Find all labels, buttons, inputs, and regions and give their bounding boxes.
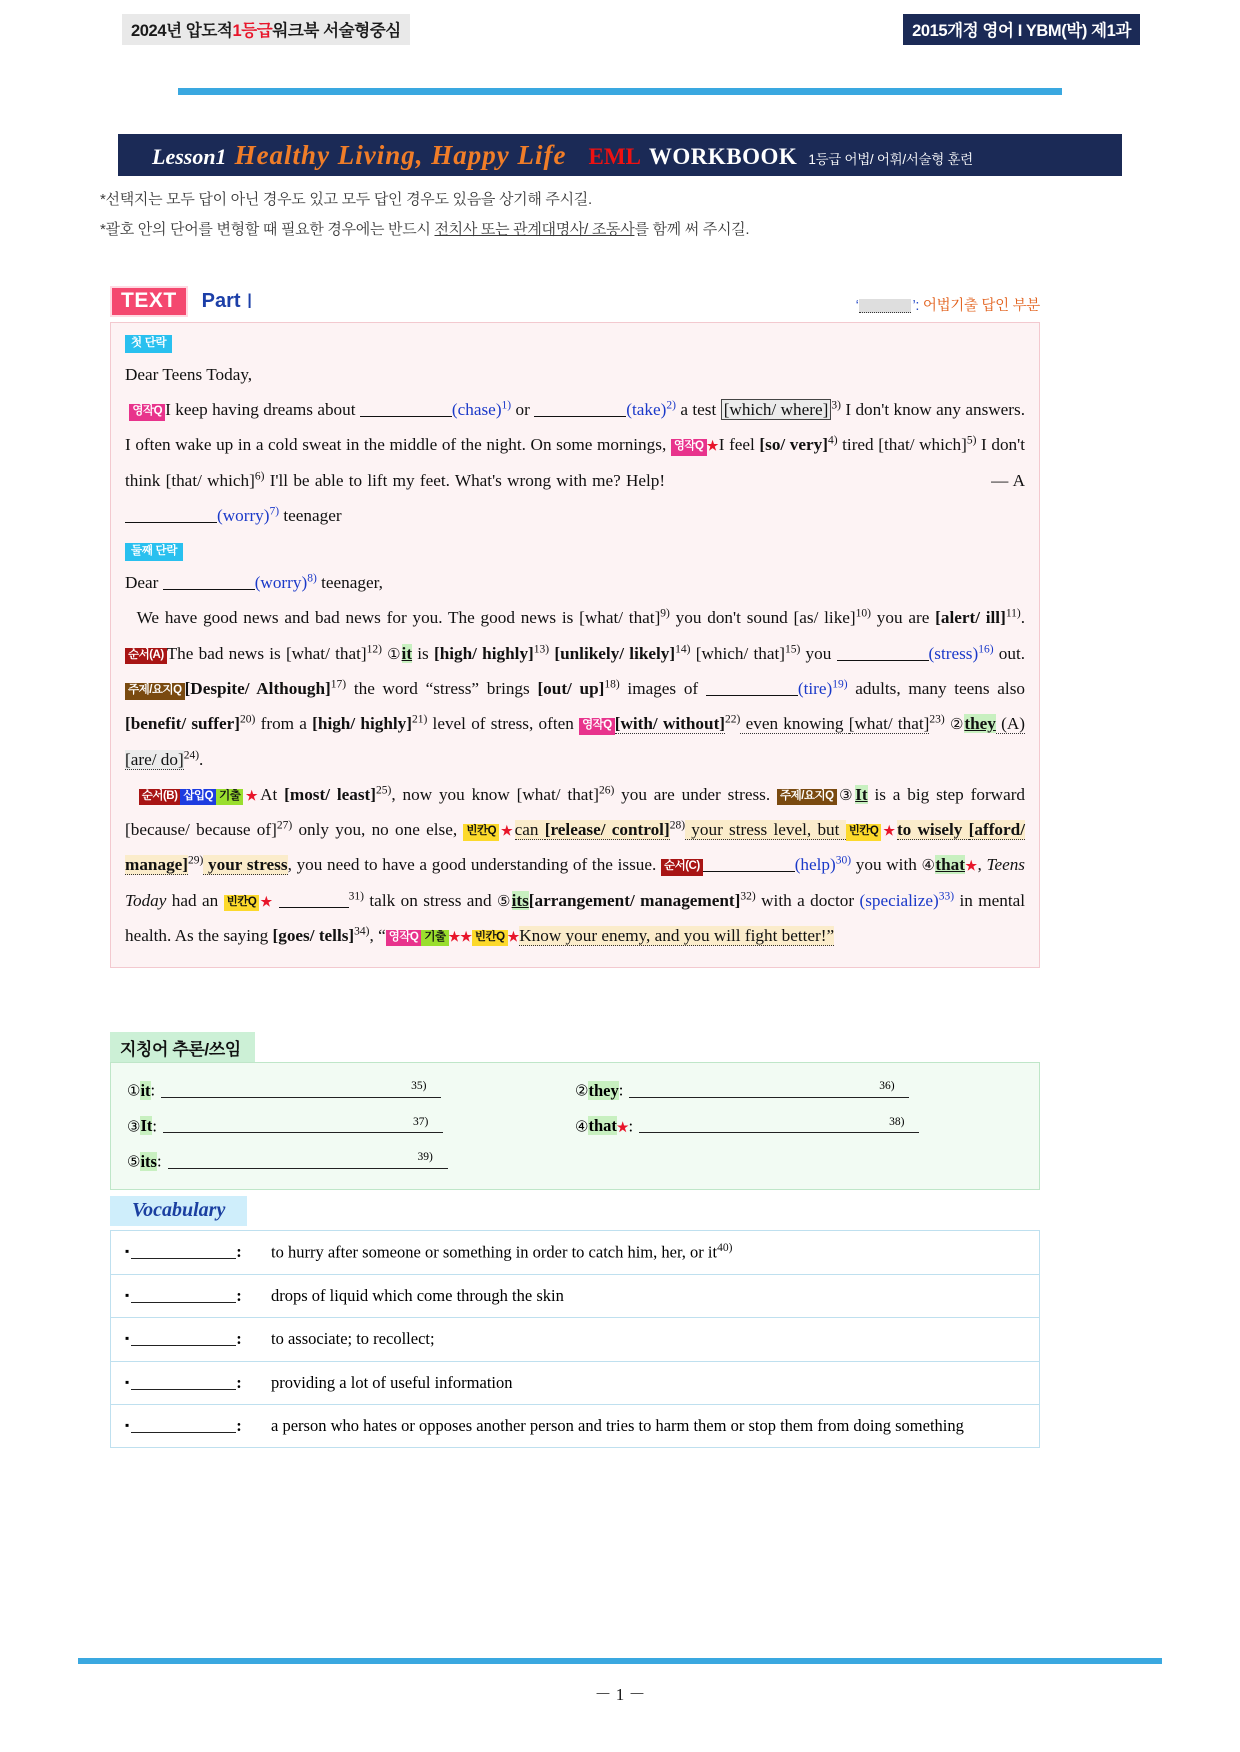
cue-take: (take): [626, 400, 667, 420]
pronoun-item-4[interactable]: [575, 1111, 1023, 1147]
sup-33: 33): [938, 889, 955, 902]
option-so-very: [so/ very]: [759, 435, 828, 455]
vocab-1-answer-line[interactable]: [131, 1245, 236, 1260]
option-which-where: [which/ where]: [721, 399, 832, 420]
vocabulary-term-1[interactable]: [111, 1234, 271, 1270]
pronoun-marker-4-word: that: [935, 855, 965, 875]
pronoun-3-answer-line[interactable]: [163, 1115, 443, 1133]
pronoun-item-5[interactable]: [127, 1146, 575, 1182]
p2-t8: you: [800, 643, 837, 663]
pronoun-marker-3-num: ③: [836, 786, 856, 804]
p2-o12: [with/ without]: [614, 714, 726, 734]
cue-help: (help): [794, 855, 836, 875]
vocab-4-colon: :: [236, 1372, 242, 1392]
cue-stress: (stress): [928, 643, 979, 663]
sup-24: 24): [183, 748, 200, 761]
pronoun-answer-box: [110, 1062, 1040, 1190]
p1-s2: I don't know any answers. I often wake up in a cold sweat in the middle of the night. On some mornings,: [125, 400, 1026, 455]
bullet-icon: ▪: [125, 1331, 130, 1346]
pronoun-marker-5-word: its: [511, 890, 529, 910]
page-number: － 1 －: [594, 1685, 646, 1704]
sup-5: 5): [966, 434, 977, 447]
vocabulary-term-4[interactable]: [111, 1365, 271, 1401]
pronoun-4-word: that: [588, 1116, 617, 1135]
sup-23: 23): [929, 713, 945, 726]
bullet-icon: ▪: [125, 1288, 130, 1303]
sup-34: 34): [354, 925, 370, 938]
p1-s1-a: I keep having dreams about: [165, 400, 360, 420]
chip-blank-q-1: 빈칸Q: [463, 824, 499, 841]
pronoun-4-note: 38): [889, 1115, 905, 1128]
sup-6: 6): [254, 470, 265, 482]
lesson-banner: [118, 134, 1122, 176]
p2-salutation-b: teenager,: [316, 573, 383, 593]
star-marker-5: ★: [965, 858, 978, 874]
bullet-icon: ▪: [125, 1244, 130, 1259]
sup-26: 26): [598, 784, 615, 797]
vocabulary-definition-1: [271, 1231, 1039, 1274]
chip-blank-q-2: 빈칸Q: [846, 824, 882, 841]
p2-t24: can: [514, 820, 545, 840]
p2-o16: [what/ that]: [516, 784, 599, 804]
pronoun-3-colon: :: [152, 1116, 157, 1135]
blank-31: [279, 891, 349, 907]
chip-order-b: 순서(B): [139, 789, 181, 806]
p2-o6: [unlikely/ likely]: [554, 643, 676, 663]
chip-writing-q: 영작Q: [129, 404, 165, 421]
pronoun-4-answer-line[interactable]: [639, 1115, 919, 1133]
p1-s1-c: a test: [675, 400, 721, 420]
chip-order-a: 순서(A): [125, 648, 167, 665]
p2-t32: had an: [166, 890, 224, 910]
pronoun-1-num: ①: [127, 1082, 141, 1100]
p1-s3-d: I'll be able to lift my feet. What's wrong with me? Help!: [264, 470, 666, 490]
p2-t20: , now you know: [391, 784, 517, 804]
p2-t10: the word “stress” brings: [346, 679, 538, 698]
chip-writing-q-3: 영작Q: [579, 718, 615, 735]
p1-signoff: — A: [991, 470, 1025, 490]
paragraph-2-body: [125, 600, 1025, 776]
p2-quote: Know your enemy, and you will fight better!”: [519, 925, 835, 945]
pronoun-row-1: [127, 1075, 1023, 1111]
p2-o14: [are/ do]: [125, 749, 184, 769]
p2-o4: [what/ that]: [285, 643, 367, 663]
vocab-4-answer-line[interactable]: [131, 1375, 236, 1390]
p2-o11: [high/ highly]: [312, 714, 412, 734]
sup-14: 14): [675, 643, 691, 655]
bullet-icon: ▪: [125, 1374, 130, 1389]
p2-o7: [which/ that]: [695, 643, 785, 663]
p2-o9: [out/ up]: [537, 679, 605, 698]
pronoun-item-2[interactable]: [575, 1075, 1023, 1111]
vocab-5-colon: :: [236, 1416, 242, 1436]
cue-specialize: (specialize): [859, 890, 939, 910]
vocabulary-definition-3: to associate; to recollect;: [271, 1329, 435, 1349]
note-line-1: *선택지는 모두 답이 아닌 경우도 있고 모두 답인 경우도 있음을 상기해 주시길.: [100, 191, 592, 208]
salutation-line-1: Dear Teens Today,: [125, 364, 253, 384]
blank-take: [534, 401, 626, 417]
vocabulary-definition-2: drops of liquid which come through the skin: [271, 1285, 564, 1305]
chip-theme-q-1: 주제/요지Q: [125, 683, 185, 700]
p2-o8: [Despite/ Although]: [184, 679, 331, 698]
pronoun-1-note: 35): [411, 1080, 427, 1092]
pronoun-3-note: 37): [412, 1115, 429, 1128]
part-roman-numeral: Ⅰ: [246, 291, 253, 313]
page-header: [100, 0, 1140, 52]
header-divider: [178, 88, 1062, 95]
vocabulary-row: [111, 1231, 1039, 1275]
vocab-3-colon: :: [236, 1329, 242, 1349]
paragraph-3-body: [125, 777, 1025, 953]
p2-t14: level of stress, often: [427, 714, 580, 734]
p2-salutation-a: Dear: [125, 573, 163, 593]
chip-blank-q-4: 빈칸Q: [472, 930, 508, 947]
p2-t12: adults, many teens also: [847, 679, 1025, 698]
chip-order-c: 순서(C): [661, 859, 703, 876]
pronoun-section-heading: 지칭어 추론/쓰임: [110, 1032, 255, 1064]
pronoun-1-answer-line[interactable]: [161, 1083, 441, 1098]
p2-t9: out.: [993, 643, 1026, 663]
sup-4: 4): [827, 434, 838, 447]
vocab-2-colon: :: [236, 1286, 242, 1306]
salutation-line-2: [125, 565, 1025, 600]
sup-9: 9): [660, 607, 670, 620]
pronoun-marker-4-num: ④: [921, 857, 936, 875]
sup-27: 27): [276, 819, 293, 832]
bullet-icon: ▪: [125, 1418, 130, 1433]
pronoun-marker-2-num: ②: [949, 716, 965, 734]
vocabulary-row: [111, 1362, 1039, 1405]
vocabulary-definition-5: a person who hates or opposes another person and tries to harm them or stop them from doing something: [271, 1416, 964, 1436]
vocabulary-term-5[interactable]: [111, 1408, 271, 1444]
vocabulary-row: [111, 1275, 1039, 1318]
p2-t26: to wisely: [896, 820, 969, 840]
eml-logo: EML: [588, 144, 641, 169]
sup-18: 18): [604, 678, 620, 691]
text-badge: TEXT: [110, 286, 188, 317]
sup-28: 28): [669, 819, 686, 832]
sup-31: 31): [348, 889, 364, 902]
cue-tire: (tire): [797, 679, 833, 698]
header-left-prefix: 2024년 압도적: [131, 22, 233, 40]
p2-t13: from a: [255, 714, 313, 734]
p2-t21: you are under stress.: [614, 784, 777, 804]
star-marker-8: ★: [507, 928, 520, 944]
vocab-5-answer-line[interactable]: [131, 1418, 236, 1433]
sup-32: 32): [740, 889, 756, 902]
instruction-notes: [100, 188, 1110, 248]
pronoun-3-word: It: [140, 1116, 153, 1135]
note-line-2: [100, 218, 1110, 239]
star-marker-4: ★: [881, 823, 897, 839]
note-2-underlined: 전치사 또는 관계대명사/ 조동사: [434, 221, 635, 238]
header-right-title: 2015개정 영어 I YBM(박) 제1과: [903, 14, 1140, 45]
p2-t7: is: [412, 643, 434, 663]
p2-t11: images of: [619, 679, 706, 698]
p2-o18: [release/ control]: [544, 820, 670, 840]
sup-16: 16): [978, 643, 994, 655]
p2-t17: (A): [995, 714, 1025, 734]
p1-s3-a: I feel: [718, 435, 760, 455]
star-marker-6: ★: [259, 893, 274, 909]
p2-t3: you are: [871, 608, 936, 628]
p2-t18: .: [199, 749, 204, 769]
pronoun-row-3: [127, 1146, 1023, 1182]
p2-o17: [because/ because of]: [125, 820, 277, 840]
vocab-2-answer-line[interactable]: [131, 1288, 236, 1303]
blank-tire: [706, 680, 798, 696]
pronoun-2-word: they: [588, 1080, 619, 1100]
pronoun-item-3[interactable]: [127, 1111, 575, 1147]
p2-o3: [alert/ ill]: [935, 608, 1006, 628]
legend-quote-open: ‘: [855, 298, 859, 314]
pronoun-marker-2-word: they: [964, 714, 996, 734]
vocabulary-term-3[interactable]: [111, 1321, 271, 1357]
p2-o2: [as/ like]: [793, 608, 856, 628]
sup-30: 30): [835, 854, 852, 867]
p2-o19: [afford/ manage]: [125, 820, 1025, 875]
vocabulary-row: [111, 1318, 1039, 1361]
part-label: Part: [201, 290, 241, 312]
workbook-label: WORKBOOK: [648, 144, 798, 169]
sup-7: 7): [269, 505, 280, 518]
p2-o10: [benefit/ suffer]: [125, 714, 241, 734]
sup-21: 21): [411, 713, 428, 726]
passage-box: [110, 322, 1040, 968]
star-marker-1: ★: [706, 438, 719, 454]
legend-quote-close: ’:: [912, 298, 920, 314]
sup-8: 8): [307, 572, 317, 585]
cue-chase: (chase): [451, 400, 502, 420]
paragraph-tag-first: 첫 단락: [125, 335, 172, 353]
footer-divider: [78, 1658, 1162, 1664]
p2-t2: you don't sound: [669, 608, 794, 628]
note-2-a: *괄호 안의 단어를 변형할 때 필요한 경우에는 반드시: [100, 221, 435, 238]
pronoun-4-star: ★: [616, 1119, 629, 1134]
pronoun-2-answer-line[interactable]: [629, 1083, 909, 1098]
p2-t5: The bad news is: [166, 643, 286, 663]
p2-t29: you with: [851, 855, 922, 875]
legend-text: 어법기출 답인 부분: [922, 298, 1040, 314]
sup-1: 1): [501, 399, 512, 412]
blank-stress: [837, 644, 929, 660]
star-marker-3: ★: [499, 823, 515, 839]
p2-o5: [high/ highly]: [433, 643, 534, 663]
pronoun-4-num: ④: [575, 1118, 589, 1135]
p2-t22: is a big step forward: [867, 784, 1026, 804]
vocab-3-answer-line[interactable]: [131, 1332, 236, 1347]
paragraph-tag-second: 둘째 단락: [125, 543, 183, 561]
p2-o20: [arrangement/ management]: [528, 890, 741, 910]
vocab-1-colon: :: [236, 1242, 242, 1262]
blank-worry-2: [163, 574, 255, 590]
passage-paragraph-1: [125, 357, 1025, 533]
chip-writing-q-2: 영작Q: [671, 439, 707, 456]
legend-blank-swatch: [859, 299, 911, 313]
p1-s3-c: I don't think: [125, 435, 1025, 490]
sup-17: 17): [330, 678, 347, 691]
chip-past-2: 기출: [421, 930, 448, 947]
pronoun-marker-3-word: It: [855, 784, 868, 804]
sup-3: 3): [831, 399, 841, 412]
pronoun-5-colon: :: [156, 1151, 162, 1171]
p2-o15: [most/ least]: [284, 784, 376, 804]
lesson-title: Healthy Living, Happy Life: [234, 140, 567, 170]
cue-worry-1: (worry): [217, 506, 270, 525]
p2-t4: .: [1020, 608, 1026, 628]
sup-22: 22): [725, 713, 741, 726]
star-marker-7: ★★: [448, 928, 472, 944]
blank-chase: [360, 401, 452, 417]
p2-t35: in mental health. As the saying: [125, 890, 1025, 945]
p1-s3-b: tired: [837, 435, 879, 455]
sup-15: 15): [784, 643, 801, 655]
pronoun-marker-1-num: ①: [387, 645, 402, 663]
pronoun-4-colon: :: [628, 1116, 634, 1135]
pronoun-marker-5-num: ⑤: [497, 892, 512, 910]
option-that-which-1: [that/ which]: [878, 435, 967, 455]
vocabulary-table: [110, 1230, 1040, 1448]
sup-20: 20): [240, 713, 256, 726]
cue-worry-2: (worry): [254, 573, 308, 593]
header-left-title: [122, 14, 410, 45]
chip-blank-q-3: 빈칸Q: [224, 895, 260, 912]
answer-legend: [856, 294, 1040, 315]
sup-19: 19): [832, 678, 848, 691]
p2-o1: [what/ that]: [579, 608, 661, 628]
p2-t34: with a doctor: [755, 890, 860, 910]
p1-signoff-tail: teenager: [279, 506, 342, 525]
pronoun-5-word: its: [140, 1151, 157, 1171]
p2-t33: talk on stress and: [364, 890, 498, 910]
pronoun-empty-cell: [575, 1146, 1023, 1182]
chip-writing-q-4: 영작Q: [386, 930, 422, 947]
p2-t19: At: [260, 784, 285, 804]
vocabulary-term-2[interactable]: [111, 1278, 271, 1314]
pronoun-5-answer-line[interactable]: [168, 1154, 448, 1169]
blank-worry-1: [125, 507, 217, 523]
p2-t23: only you, no one else,: [292, 820, 464, 840]
chip-insert-q: 삽입Q: [180, 789, 216, 806]
p1-s1-b: or: [511, 400, 535, 420]
paragraph-1-body: [125, 392, 1025, 533]
sup-13: 13): [533, 643, 550, 655]
p2-t27: your stress: [203, 855, 288, 875]
sup-2: 2): [666, 399, 676, 412]
sup-12: 12): [366, 643, 382, 655]
blank-help: [703, 856, 795, 872]
passage-paragraph-2: [125, 565, 1025, 953]
vocab-1-note: 40): [717, 1242, 733, 1254]
vocabulary-definition-4: providing a lot of useful information: [271, 1372, 513, 1392]
pronoun-marker-1-word: it: [401, 643, 413, 663]
pronoun-2-num: ②: [575, 1082, 589, 1100]
pronoun-1-colon: :: [150, 1080, 156, 1100]
text-part-bar: [110, 286, 1040, 320]
pronoun-3-num: ③: [127, 1118, 141, 1135]
sup-29: 29): [188, 854, 204, 867]
p2-t36: , “: [369, 925, 386, 945]
p2-o13: [what/ that]: [848, 714, 930, 734]
lesson-number: Lesson1: [152, 144, 227, 169]
p2-t15: even knowing: [740, 714, 849, 734]
header-left-suffix: 워크북 서술형중심: [272, 22, 401, 40]
banner-subtitle: 1등급 어법/ 어휘/서술형 훈련: [808, 152, 973, 167]
pronoun-1-word: it: [140, 1080, 151, 1100]
option-that-which-2: [that/ which]: [165, 470, 255, 490]
sup-25: 25): [376, 784, 392, 797]
note-2-b: 를 함께 써 주시길.: [634, 221, 750, 238]
p2-t31: Teens Today: [125, 855, 1025, 910]
star-marker-2: ★: [243, 787, 261, 803]
vocabulary-row: [111, 1405, 1039, 1447]
sup-10: 10): [855, 607, 871, 620]
p2-t1: We have good news and bad news for you. The good news is: [136, 608, 580, 628]
pronoun-row-2: [127, 1111, 1023, 1147]
header-left-grade: 1등급: [232, 22, 273, 40]
pronoun-5-num: ⑤: [127, 1153, 141, 1171]
p2-t25: your stress level, but: [685, 820, 846, 840]
chip-past-1: 기출: [216, 789, 243, 806]
vocabulary-heading: Vocabulary: [110, 1196, 247, 1226]
p2-t30: ,: [977, 855, 987, 875]
pronoun-2-note: 36): [879, 1080, 895, 1092]
sup-11: 11): [1005, 607, 1021, 620]
pronoun-5-note: 39): [417, 1151, 433, 1163]
p2-t28: , you need to have a good understanding of the issue.: [287, 855, 661, 875]
pronoun-item-1[interactable]: [127, 1075, 575, 1111]
chip-theme-q-2: 주제/요지Q: [777, 789, 837, 806]
p2-o21: [goes/ tells]: [272, 925, 355, 945]
pronoun-2-colon: :: [618, 1080, 624, 1100]
vocab-1-def-text: to hurry after someone or something in order to catch him, her, or it: [271, 1242, 718, 1262]
